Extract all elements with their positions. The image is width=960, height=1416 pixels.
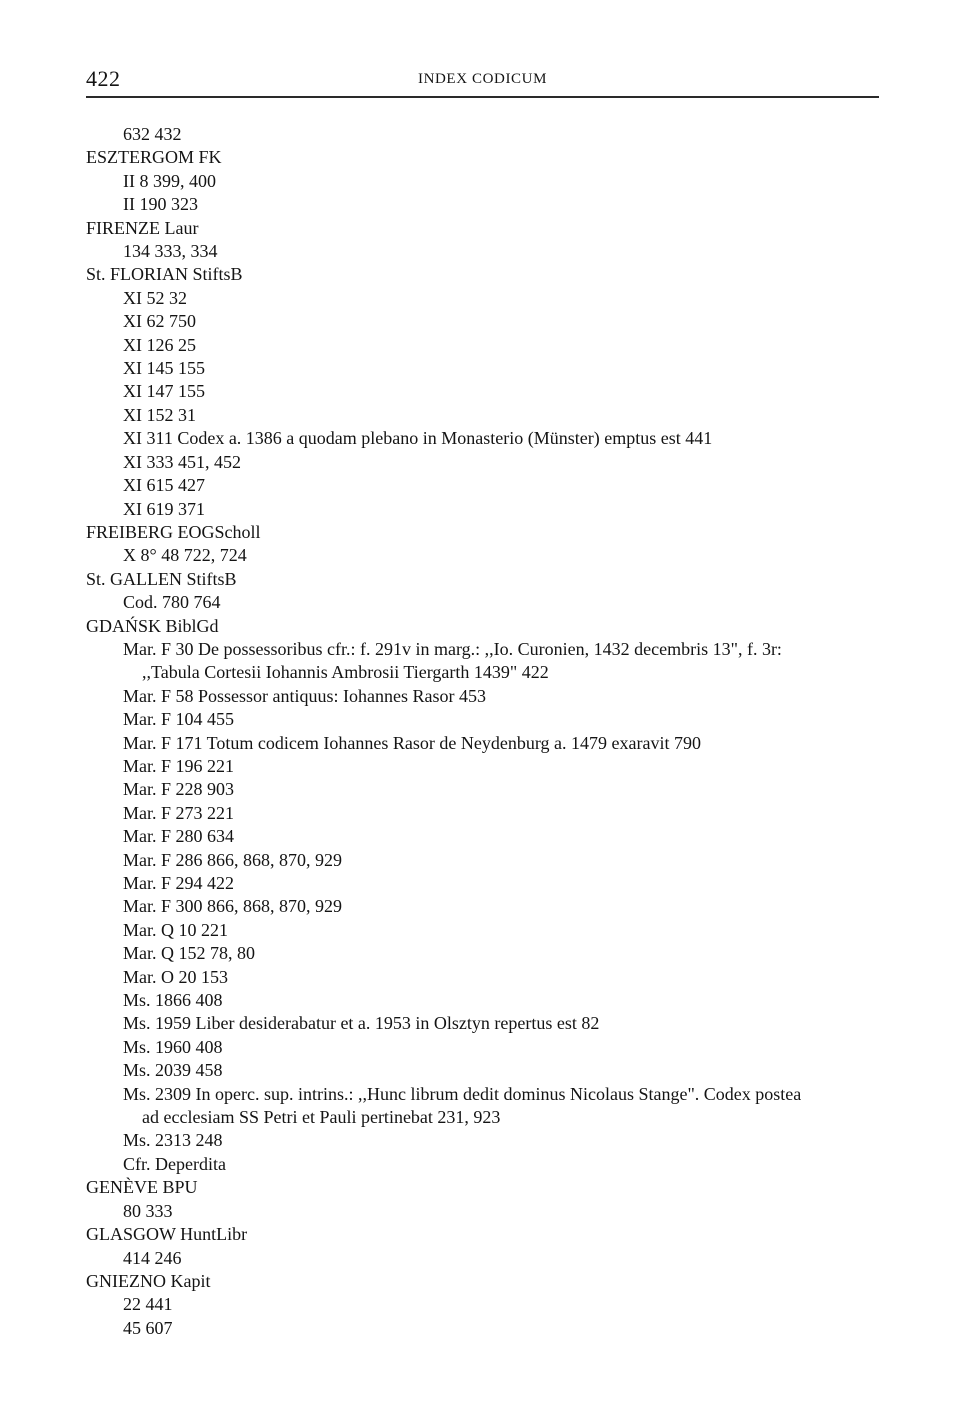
- codex-entry: XI 126 25: [123, 334, 196, 355]
- codex-entry: Cod. 780 764: [123, 592, 221, 613]
- codex-entry: Ms. 1959 Liber desiderabatur et a. 1953 in Olsztyn repertus est 82: [123, 1013, 600, 1034]
- codex-entry: XI 145 155: [123, 358, 205, 379]
- codex-entry: Mar. F 171 Totum codicem Iohannes Rasor de Neydenburg a. 1479 exaravit 790: [123, 732, 701, 753]
- codex-entry: XI 333 451, 452: [123, 451, 241, 472]
- codex-entry: Mar. F 228 903: [123, 779, 235, 800]
- page-number: 422: [86, 66, 121, 91]
- codex-entry: 22 441: [123, 1294, 173, 1315]
- codex-entry: Cfr. Deperdita: [123, 1153, 226, 1174]
- library-heading: GNIEZNO Kapit: [86, 1270, 211, 1291]
- running-title: INDEX CODICUM: [417, 71, 548, 87]
- codex-entry: XI 615 427: [123, 475, 205, 496]
- library-heading: GLASGOW HuntLibr: [86, 1224, 248, 1245]
- codex-entry: Mar. F 300 866, 868, 870, 929: [123, 896, 343, 917]
- codex-entry: XI 147 155: [123, 381, 205, 402]
- index-codicum-list: [86, 123, 886, 1340]
- codex-entry: II 8 399, 400: [123, 170, 216, 191]
- codex-entry: Ms. 1960 408: [123, 1036, 223, 1057]
- codex-entry: 134 333, 334: [123, 241, 218, 262]
- codex-entry: XI 311 Codex a. 1386 a quodam plebano in Monasterio (Münster) emptus est 441: [123, 428, 713, 449]
- codex-entry: Mar. F 273 221: [123, 802, 235, 823]
- codex-entry: 414 246: [123, 1247, 182, 1268]
- library-heading: St. GALLEN StiftsB: [86, 568, 237, 589]
- codex-entry: Ms. 2309 In operc. sup. intrins.: ,,Hunc librum dedit dominus Nicolaus Stange". Codex postea: [123, 1083, 802, 1104]
- entry-continuation: ,,Tabula Cortesii Iohannis Ambrosii Tiergarth 1439" 422: [142, 662, 549, 683]
- codex-entry: Mar. Q 10 221: [123, 919, 228, 940]
- entry-continuation: ad ecclesiam SS Petri et Pauli pertinebat 231, 923: [142, 1107, 501, 1128]
- codex-entry: Mar. F 286 866, 868, 870, 929: [123, 849, 343, 870]
- library-heading: FIRENZE Laur: [86, 217, 199, 238]
- codex-entry: 80 333: [123, 1200, 173, 1221]
- codex-entry: XI 152 31: [123, 404, 196, 425]
- codex-entry: Mar. O 20 153: [123, 966, 228, 987]
- page-header: [86, 64, 879, 98]
- codex-entry: Ms. 2313 248: [123, 1130, 223, 1151]
- library-heading: ESZTERGOM FK: [86, 147, 222, 168]
- codex-entry: Mar. Q 152 78, 80: [123, 943, 255, 964]
- library-heading: GENÈVE BPU: [86, 1177, 198, 1198]
- codex-entry: Mar. F 30 De possessoribus cfr.: f. 291v in marg.: ,,Io. Curonien, 1432 decembris 13", f. 3r:: [123, 638, 782, 659]
- codex-entry: XI 619 371: [123, 498, 205, 519]
- codex-entry: 45 607: [123, 1317, 173, 1338]
- codex-entry: X 8° 48 722, 724: [123, 545, 247, 566]
- header-rule: [86, 96, 879, 98]
- codex-entry: Ms. 1866 408: [123, 990, 223, 1011]
- codex-entry: Mar. F 294 422: [123, 873, 235, 893]
- library-heading: FREIBERG EOGScholl: [86, 521, 261, 542]
- library-heading: St. FLORIAN StiftsB: [86, 264, 243, 285]
- codex-entry: Mar. F 104 455: [123, 709, 235, 730]
- codex-entry: XI 52 32: [123, 287, 187, 308]
- codex-entry: Ms. 2039 458: [123, 1060, 223, 1081]
- codex-entry: 632 432: [123, 124, 182, 144]
- codex-entry: Mar. F 280 634: [123, 826, 235, 847]
- codex-entry: Mar. F 196 221: [123, 755, 235, 776]
- library-heading: GDAŃSK BiblGd: [86, 615, 219, 636]
- codex-entry: XI 62 750: [123, 311, 196, 332]
- codex-entry: II 190 323: [123, 194, 198, 215]
- codex-entry: Mar. F 58 Possessor antiquus: Iohannes Rasor 453: [123, 685, 486, 706]
